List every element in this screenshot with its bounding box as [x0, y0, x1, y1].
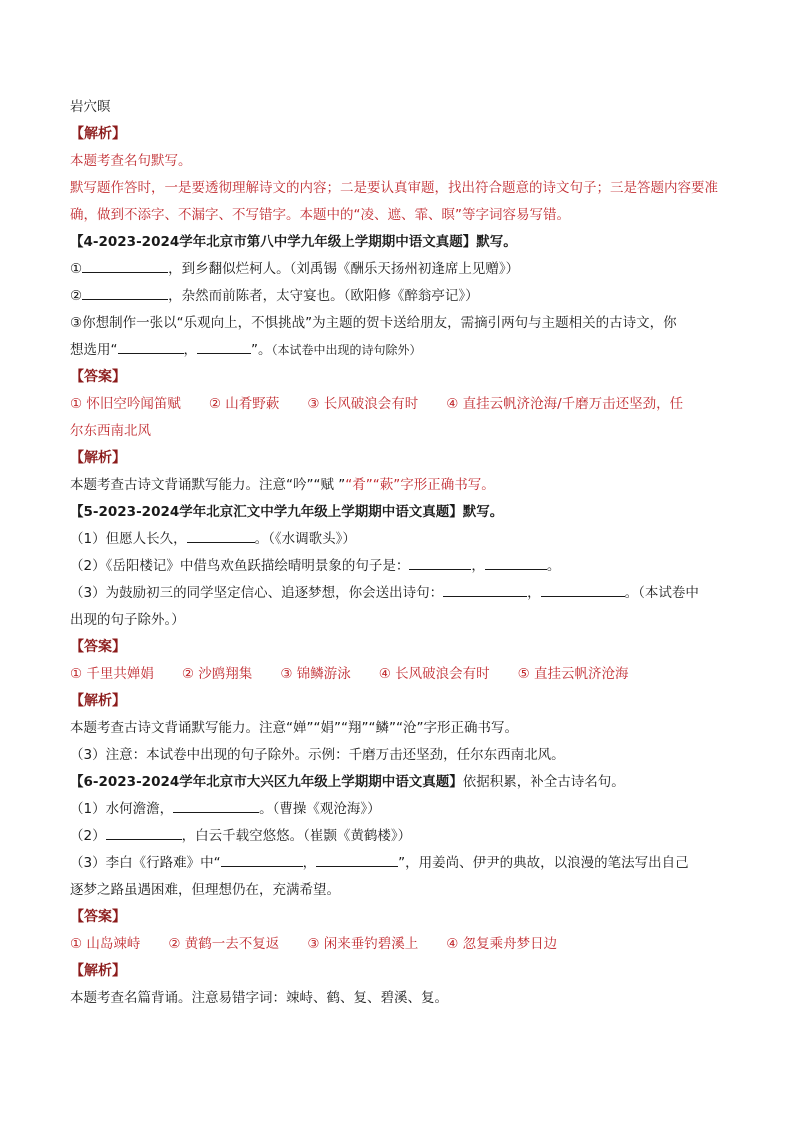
item-text: ”，用姜尚、伊尹的典故，以浪漫的笔法写出自己 [398, 855, 689, 871]
answer-blank [443, 582, 527, 597]
question-item [70, 823, 726, 850]
question-header: 【4-2023-2024学年北京市第八中学九年级上学期期中语文真题】默写。 [70, 234, 517, 250]
item-text: （3）为鼓励初三的同学坚定信心、追逐梦想，你会送出诗句： [70, 585, 444, 601]
question-header: 【5-2023-2024学年北京汇文中学九年级上学期期中语文真题】默写。 [70, 504, 504, 520]
answer-blank [485, 555, 547, 570]
item-text: ， [527, 585, 541, 601]
item-text: ，到乡翻似烂柯人。（刘禹锡《酬乐天扬州初逢席上见赠》） [168, 261, 520, 277]
question-header [70, 769, 726, 796]
item-text: ，白云千载空悠悠。（崔颢《黄鹤楼》） [181, 828, 412, 844]
answer-blank [82, 258, 168, 273]
analysis-text: 默写题作答时，一是要透彻理解诗文的内容；二是要认真审题，找出符合题意的诗文句子；三是答题内容要准确，做到不添字、不漏字、不写错字。本题中的“凌、遮、霏、暝”等字词容易写错。 [70, 180, 718, 223]
section-header-analysis: 【解析】 [70, 693, 126, 709]
answer-item: ② 沙鸥翔集 [181, 666, 253, 682]
section-header-answer: 【答案】 [70, 369, 126, 385]
section-header-answer: 【答案】 [70, 639, 126, 655]
answer-item: ③ 长风破浪会有时 [307, 396, 419, 412]
item-text: ， [471, 558, 485, 574]
item-text: 。（本试卷中 [624, 585, 699, 601]
item-text: （3）李白《行路难》中“ [70, 855, 221, 871]
section-header-analysis: 【解析】 [70, 450, 126, 466]
question-item [70, 526, 726, 553]
question-item [70, 796, 726, 823]
answer-blank [197, 339, 251, 354]
answer-blank [106, 825, 182, 840]
question-item: 逐梦之路虽遇困难，但理想仍在，充满希望。 [70, 882, 340, 898]
analysis-text: （3）注意：本试卷中出现的句子除外。示例：千磨万击还坚劲，任尔东西南北风。 [70, 747, 565, 763]
analysis-text: 本题考查名篇背诵。注意易错字词：竦峙、鹤、复、碧溪、复。 [70, 990, 448, 1006]
question-source: 【6-2023-2024学年北京市大兴区九年级上学期期中语文真题】 [70, 774, 463, 790]
item-number: ① [70, 261, 83, 277]
answer-item: ① 山岛竦峙 [70, 936, 141, 952]
answer-item: ④ 忽复乘舟梦日边 [446, 936, 558, 952]
answer-line: 尔东西南北风 [70, 423, 151, 439]
analysis-part: “肴”“蔌”字形正确书写。 [345, 477, 495, 493]
answer-blank [82, 285, 168, 300]
section-header-analysis: 【解析】 [70, 126, 126, 142]
answer-line [70, 931, 726, 958]
question-item [70, 256, 726, 283]
answer-item: ④ 直挂云帆济沧海/千磨万击还坚劲，任 [446, 396, 684, 412]
item-number: ② [70, 288, 83, 304]
answer-item: ② 黄鹤一去不复返 [168, 936, 280, 952]
answer-item: ③ 闲来垂钓碧溪上 [307, 936, 419, 952]
item-text: 。 [546, 558, 561, 574]
answer-blank [187, 528, 255, 543]
answer-item: ⑤ 直挂云帆济沧海 [517, 666, 629, 682]
question-item [70, 337, 726, 364]
item-text: ， [302, 855, 317, 871]
item-text: 想选用“ [70, 342, 118, 358]
answer-blank [221, 852, 303, 867]
item-text: ，杂然而前陈者，太守宴也。（欧阳修《醉翁亭记》） [168, 288, 479, 304]
answer-blank [118, 339, 184, 354]
question-item: 出现的句子除外。） [70, 612, 185, 628]
section-header-analysis: 【解析】 [70, 963, 126, 979]
answer-item: ① 千里共婵娟 [70, 666, 154, 682]
item-text: （1）但愿人长久， [70, 531, 187, 547]
question-item [70, 283, 726, 310]
question-item [70, 850, 726, 877]
item-text: （2） [70, 828, 106, 844]
item-text: （1）水何澹澹， [70, 801, 174, 817]
item-text: ”。 [251, 342, 272, 358]
answer-line [70, 661, 726, 688]
text-line: 岩穴暝 [70, 99, 111, 115]
answer-blank [409, 555, 471, 570]
analysis-text: 本题考查古诗文背诵默写能力。注意“婵”“娟”“翔”“鳞”“沧”字形正确书写。 [70, 720, 518, 736]
item-text: ， [183, 342, 197, 358]
answer-line [70, 391, 726, 418]
answer-blank [316, 852, 398, 867]
item-text: （2）《岳阳楼记》中借鸟欢鱼跃描绘晴明景象的句子是： [70, 558, 410, 574]
answer-item: ② 山肴野蔌 [208, 396, 280, 412]
analysis-part: 本题考查古诗文背诵默写能力。注意“吟”“赋 ” [70, 477, 346, 493]
answer-blank [173, 798, 259, 813]
item-text: 。（曹操《观沧海》） [259, 801, 381, 817]
item-text: 。（《水调歌头》） [254, 531, 356, 547]
question-item [70, 580, 726, 607]
question-instruction: 依据积累，补全古诗名句。 [462, 774, 625, 790]
section-header-answer: 【答案】 [70, 909, 126, 925]
question-item: ③你想制作一张以“乐观向上，不惧挑战”为主题的贺卡送给朋友，需摘引两句与主题相关的古诗文，你 [70, 315, 677, 331]
analysis-text [70, 472, 726, 499]
question-item [70, 553, 726, 580]
answer-item: ① 怀旧空吟闻笛赋 [70, 396, 181, 412]
answer-item: ④ 长风破浪会有时 [378, 666, 490, 682]
item-note: （本试卷中出现的诗句除外） [271, 343, 422, 357]
answer-item: ③ 锦鳞游泳 [280, 666, 351, 682]
document-page [70, 94, 726, 1012]
analysis-text: 本题考查名句默写。 [70, 153, 192, 169]
answer-blank [541, 582, 625, 597]
